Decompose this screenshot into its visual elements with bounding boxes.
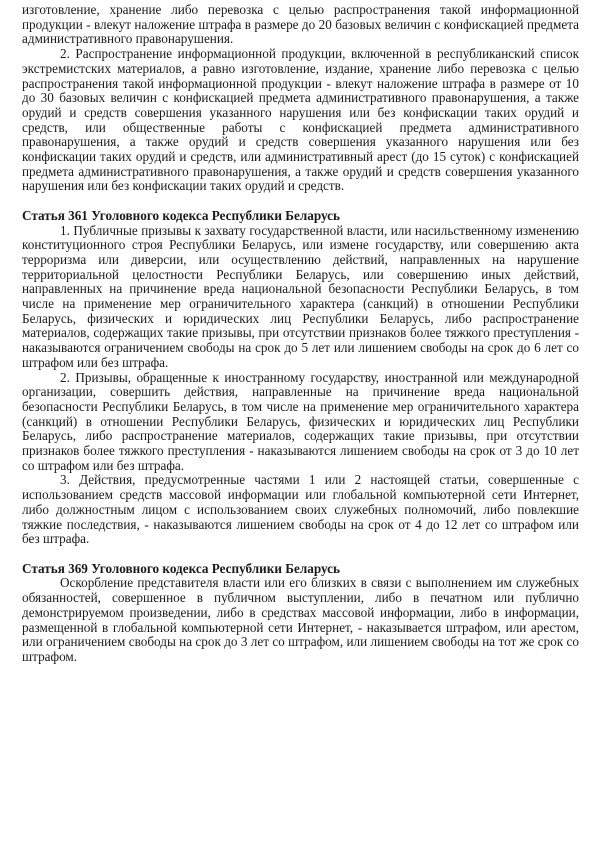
article-361-part-3: 3. Действия, предусмотренные частями 1 или 2 настоящей статьи, совершенные с использованием средств массовой информации или глобальной компьютерной сети Интернет, либо должностным лицом с использованием своих служебных полномочий, либо повлекшие тяжкие последствия, - наказываются лишением свободы на срок от 4 до 12 лет со штрафом или без штрафа. [22, 472, 579, 547]
article-369-heading: Статья 369 Уголовного кодекса Республики Беларусь [22, 560, 341, 576]
paragraph-continued: изготовление, хранение либо перевозка с целью распространения такой информационной продукции - влекут наложение штрафа в размере до 20 базовых величин с конфискацией предмета административного правонарушения. [22, 2, 579, 47]
spacer [22, 547, 579, 562]
spacer [22, 194, 579, 209]
article-361-heading: Статья 361 Уголовного кодекса Республики Беларусь [22, 207, 341, 223]
article-369-text: Оскорбление представителя власти или его близких в связи с выполнением им служебных обязанностей, совершенное в публичном выступлении, либо в печатном или публично демонстрируемом произведении, либо в средствах массовой информации, либо в информации, размещенной в глобальной компьютерной сети Интернет, - наказывается штрафом, или арестом, или ограничением свободы на срок до 3 лет со штрафом, или лишением свободы на тот же срок со штрафом. [22, 575, 579, 664]
article-361-part-2: 2. Призывы, обращенные к иностранному государству, иностранной или международной организации, совершить действия, направленные на причинение вреда национальной безопасности Республики Беларусь, в том числе на применение мер ограничительного характера (санкций) в отношении Республики Беларусь, физических и юридических лиц Республики Беларусь, либо распространение материалов, содержащих такие призывы, при отсутствии признаков более тяжкого преступления - наказываются лишением свободы на срок от 3 до 10 лет со штрафом или без штрафа. [22, 369, 579, 473]
document-page [22, 3, 579, 665]
paragraph-part-2: 2. Распространение информационной продукции, включенной в республиканский список экстремистских материалов, а равно изготовление, издание, хранение либо перевозка с целью распространения такой информационной продукции - влекут наложение штрафа в размере от 10 до 30 базовых величин с конфискацией предмета административного правонарушения, а также орудий и средств совершения указанного нарушения или без конфискации таких орудий и средств, или общественные работы с конфискацией предмета административного правонарушения, а также орудий и средств совершения указанного нарушения или без конфискации таких орудий и средств, или административный арест (до 15 суток) с конфискацией предмета административного правонарушения, а также орудий и средств совершения указанного нарушения или без конфискации таких орудий и средств. [22, 46, 579, 194]
article-361-part-1: 1. Публичные призывы к захвату государственной власти, или насильственному изменению конституционного строя Республики Беларусь, или измене государству, или совершению акта терроризма или диверсии, или осуществлению действий, направленных на нарушение территориальной целостности Республики Беларусь, или совершению иных действий, направленных на причинение вреда национальной безопасности Республики Беларусь, в том числе на применение мер ограничительного характера (санкций) в отношении Республики Беларусь, физических и юридических лиц Республики Беларусь, либо распространение материалов, содержащих такие призывы, при отсутствии признаков более тяжкого преступления - наказываются ограничением свободы на срок до 5 лет или лишением свободы на срок до 6 лет со штрафом или без штрафа. [22, 222, 579, 370]
